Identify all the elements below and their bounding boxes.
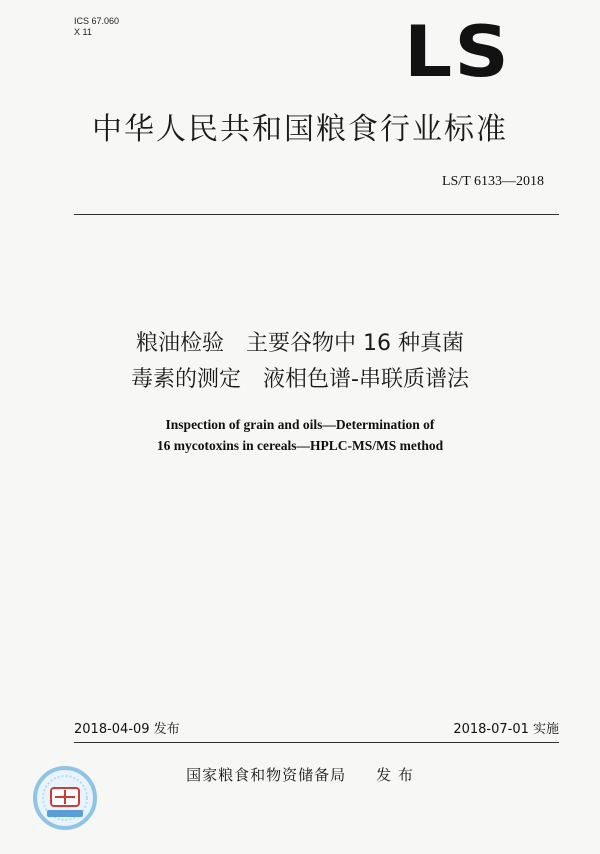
ls-logo: LS bbox=[404, 11, 511, 93]
chinese-title bbox=[0, 326, 600, 398]
chinese-title-line-1: 粮油检验 主要谷物中 16 种真菌 bbox=[136, 331, 464, 356]
english-title-line-1: Inspection of grain and oils—Determination of bbox=[165, 417, 435, 432]
classification-codes bbox=[74, 16, 119, 38]
chinese-title-line-2: 毒素的测定 液相色谱-串联质谱法 bbox=[131, 367, 469, 392]
english-title bbox=[0, 414, 600, 456]
publisher-name: 国家粮食和物资储备局 bbox=[186, 766, 347, 784]
publisher-action: 发 布 bbox=[376, 766, 414, 784]
issue-date: 2018-04-09 发布 bbox=[74, 722, 180, 737]
standard-category-title: 中华人民共和国粮食行业标准 bbox=[92, 112, 508, 147]
date-row bbox=[74, 718, 559, 740]
ics-code: ICS 67.060 bbox=[74, 16, 120, 26]
implementation-date: 2018-07-01 实施 bbox=[453, 722, 559, 737]
standard-number: LS/T 6133—2018 bbox=[441, 174, 544, 189]
english-title-line-2: 16 mycotoxins in cereals—HPLC-MS/MS method bbox=[156, 438, 444, 453]
top-divider bbox=[74, 214, 559, 215]
ccs-code: X 11 bbox=[74, 27, 92, 37]
seal-banner bbox=[47, 810, 83, 817]
watermark-seal-icon bbox=[33, 766, 97, 830]
bottom-divider bbox=[74, 742, 559, 743]
